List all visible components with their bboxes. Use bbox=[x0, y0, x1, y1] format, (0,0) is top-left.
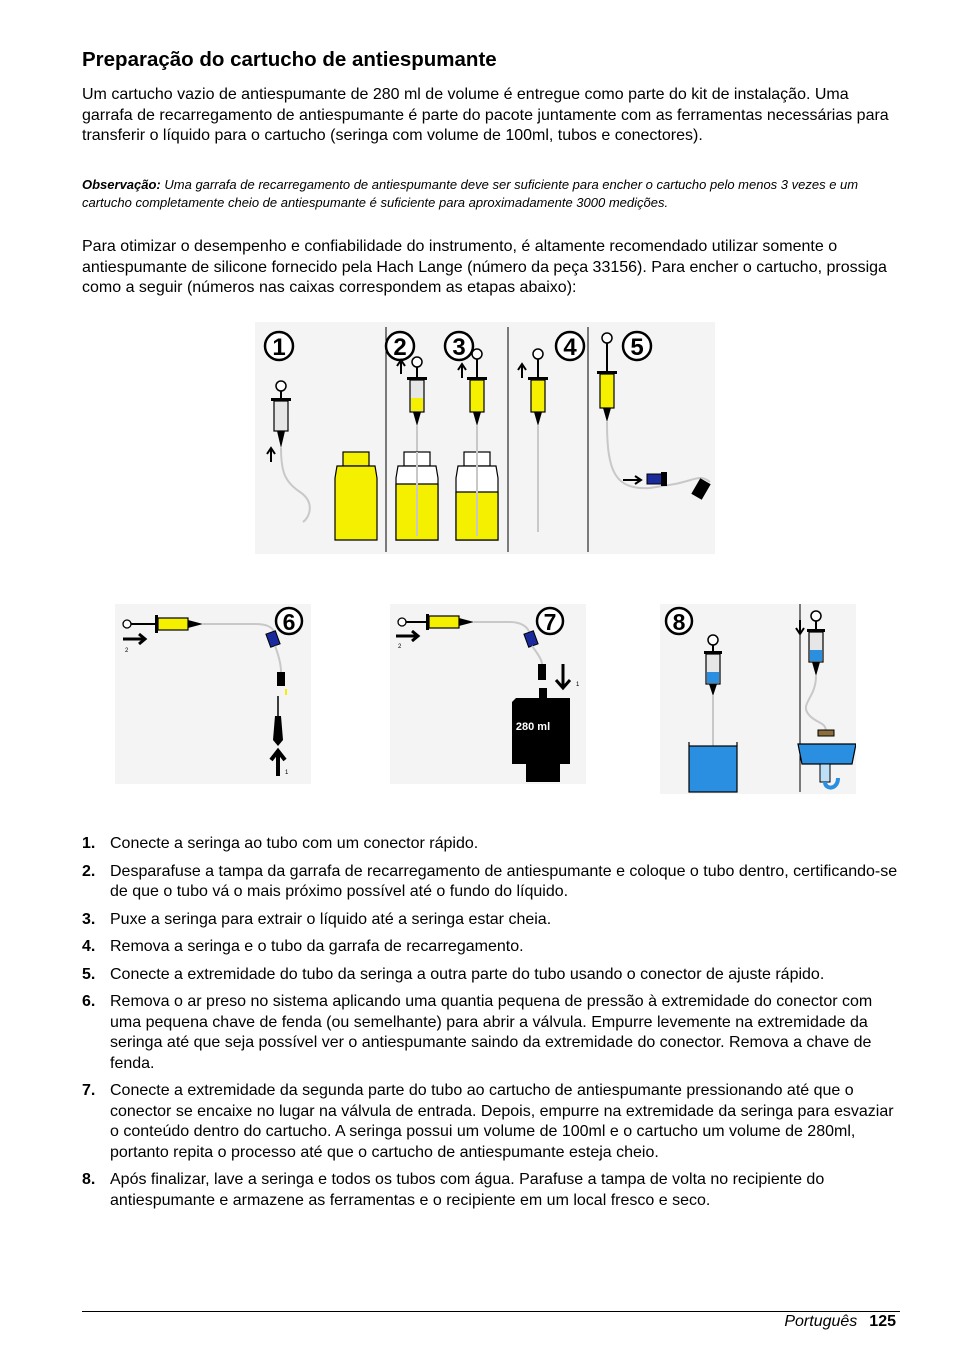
svg-text:5: 5 bbox=[630, 334, 644, 361]
step-6-marker bbox=[276, 608, 302, 635]
step-5-marker bbox=[623, 332, 651, 361]
note-text: Uma garrafa de recarregamento de antiespumante deve ser suficiente para encher o cartucho pelo menos 3 vezes e um cartucho completamente cheio de antiespumante é suficiente para aproximadamente 3000 medições. bbox=[82, 177, 859, 210]
step-number: 1. bbox=[82, 835, 96, 852]
step-text: Conecte a seringa ao tubo com um conector rápido. bbox=[110, 835, 479, 852]
step-number: 8. bbox=[82, 1171, 96, 1188]
footer-language: Português bbox=[784, 1313, 858, 1330]
step-item-2 bbox=[82, 862, 900, 903]
svg-text:6: 6 bbox=[282, 609, 296, 635]
step-1-marker bbox=[265, 332, 293, 361]
step-item-4 bbox=[82, 937, 900, 958]
svg-text:3: 3 bbox=[452, 334, 466, 361]
svg-text:8: 8 bbox=[672, 609, 686, 635]
step-text: Remova a seringa e o tubo da garrafa de recarregamento. bbox=[110, 938, 524, 955]
step-item-8 bbox=[82, 1170, 900, 1211]
step-item-6 bbox=[82, 992, 900, 1074]
figure-steps-1-5 bbox=[255, 322, 715, 554]
step-text: Após finalizar, lave a seringa e todos os tubos com água. Parafuse a tampa de volta no recipiente do antiespumante e armazene as ferramentas e o recipiente em um local fresco e seco. bbox=[110, 1171, 825, 1209]
step-item-7 bbox=[82, 1081, 900, 1163]
step-2-marker bbox=[386, 332, 414, 361]
intro-paragraph: Um cartucho vazio de antiespumante de 280 ml de volume é entregue como parte do kit de instalação. Uma garrafa de recarregamento de antiespumante é parte do pacote juntamente com as ferramentas necessárias para transferir o líquido para o cartucho (seringa com volume de 100ml, tubos e conectores). bbox=[82, 86, 889, 144]
step-text: Conecte a extremidade da segunda parte do tubo ao cartucho de antiespumante pressionando até que o conector se encaixe no lugar na válvula de entrada. Depois, empurre na extremidade da seringa para esvaziar o conteúdo dentro do cartucho. A seringa possui um volume de 100ml e o cartucho um volume de 280ml, portanto repita o processo até que o cartucho de antiespumante esteja cheio. bbox=[110, 1082, 894, 1161]
step-text: Puxe a seringa para extrair o líquido até a seringa estar cheia. bbox=[110, 910, 552, 928]
note-paragraph bbox=[82, 176, 892, 212]
step-4-marker bbox=[556, 332, 584, 361]
step-number: 2. bbox=[82, 862, 96, 880]
section-heading: Preparação do cartucho de antiespumante bbox=[82, 48, 497, 71]
step-number: 5. bbox=[82, 965, 96, 983]
cartridge-volume-label: 280 ml bbox=[515, 721, 551, 733]
step-number: 6. bbox=[82, 993, 96, 1010]
step-7-marker bbox=[537, 608, 563, 635]
step-item-3 bbox=[82, 910, 900, 931]
footer-divider bbox=[82, 1311, 900, 1312]
figure-step-7 bbox=[390, 604, 586, 784]
figure-step-6 bbox=[115, 604, 311, 784]
figure-step-8 bbox=[660, 604, 856, 794]
svg-text:7: 7 bbox=[543, 609, 557, 635]
svg-text:4: 4 bbox=[563, 334, 577, 361]
page-number: 125 bbox=[869, 1313, 896, 1330]
step-item-5 bbox=[82, 965, 900, 986]
step-item-1 bbox=[82, 834, 900, 855]
step-8-marker bbox=[666, 608, 692, 635]
note-label: Observação: bbox=[82, 177, 161, 192]
svg-text:1: 1 bbox=[576, 682, 580, 688]
svg-text:1: 1 bbox=[272, 334, 286, 361]
step-text: Remova o ar preso no sistema aplicando uma quantia pequena de pressão à extremidade do conector com uma pequena chave de fenda (ou semelhante) para abrir a válvula. Empurre levemente na extremidade da seringa até que seja possível ver o antiespumante saindo da extremidade do conector. Remova a chave de fenda. bbox=[110, 993, 873, 1072]
svg-text:1: 1 bbox=[285, 770, 289, 776]
step-text: Desparafuse a tampa da garrafa de recarregamento de antiespumante e coloque o tubo dentro, certificando-se de que o tubo vá o mais próximo possível até o fundo do líquido. bbox=[110, 862, 898, 900]
step-number: 3. bbox=[82, 910, 96, 928]
svg-text:2: 2 bbox=[398, 644, 402, 650]
step-number: 4. bbox=[82, 938, 96, 955]
step-number: 7. bbox=[82, 1082, 96, 1099]
page-footer bbox=[784, 1313, 896, 1331]
instruction-steps bbox=[82, 834, 900, 1218]
recommend-paragraph: Para otimizar o desempenho e confiabilidade do instrumento, é altamente recomendado utilizar somente o antiespumante de silicone fornecido pela Hach Lange (número da peça 33156). Para encher o cartucho, prossiga como a seguir (números nas caixas correspondem as etapas abaixo): bbox=[82, 238, 887, 296]
step-text: Conecte a extremidade do tubo da seringa a outra parte do tubo usando o conector de ajuste rápido. bbox=[110, 965, 825, 983]
step-3-marker bbox=[445, 332, 473, 361]
svg-text:2: 2 bbox=[393, 334, 407, 361]
svg-text:2: 2 bbox=[125, 648, 129, 654]
water-beaker bbox=[689, 742, 737, 792]
